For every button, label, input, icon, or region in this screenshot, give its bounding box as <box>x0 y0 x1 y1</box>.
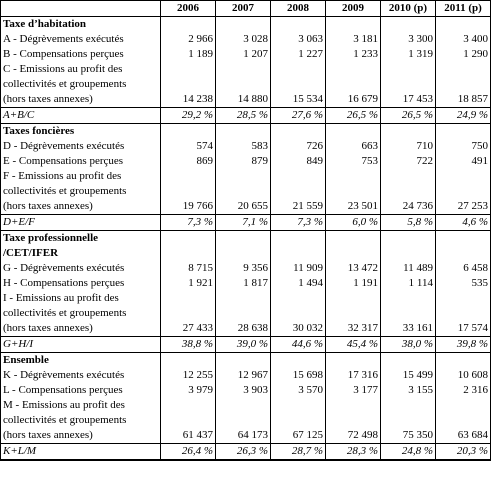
section-title-row <box>1 231 491 247</box>
row-label: collectivités et groupements <box>1 413 161 428</box>
row-label: M - Emissions au profit des <box>1 398 161 413</box>
table-row <box>1 154 491 169</box>
ratio-value: 38,0 % <box>381 337 436 353</box>
value-cell: 535 <box>436 276 491 291</box>
empty-cell <box>161 291 216 306</box>
value-cell: 3 903 <box>216 383 271 398</box>
empty-cell <box>326 231 381 247</box>
empty-cell <box>381 306 436 321</box>
empty-cell <box>436 306 491 321</box>
empty-cell <box>271 77 326 92</box>
table-row <box>1 276 491 291</box>
empty-cell <box>161 77 216 92</box>
ratio-value: 26,3 % <box>216 444 271 461</box>
table-row <box>1 47 491 62</box>
table-row <box>1 169 491 184</box>
table-row <box>1 291 491 306</box>
value-cell: 9 356 <box>216 261 271 276</box>
empty-cell <box>161 62 216 77</box>
ratio-value: 28,5 % <box>216 108 271 124</box>
empty-cell <box>436 62 491 77</box>
ratio-value: 26,4 % <box>161 444 216 461</box>
section-title-row <box>1 246 491 261</box>
value-cell: 1 494 <box>271 276 326 291</box>
empty-cell <box>216 124 271 140</box>
column-header: 2008 <box>271 1 326 17</box>
value-cell: 11 489 <box>381 261 436 276</box>
value-cell: 3 400 <box>436 32 491 47</box>
empty-cell <box>436 413 491 428</box>
row-label: K - Dégrèvements exécutés <box>1 368 161 383</box>
value-cell: 1 319 <box>381 47 436 62</box>
empty-cell <box>216 169 271 184</box>
value-cell: 20 655 <box>216 199 271 215</box>
empty-cell <box>326 77 381 92</box>
value-cell: 15 698 <box>271 368 326 383</box>
value-cell: 17 316 <box>326 368 381 383</box>
empty-cell <box>271 398 326 413</box>
column-header: 2009 <box>326 1 381 17</box>
row-label: H - Compensations perçues <box>1 276 161 291</box>
row-label: G - Dégrèvements exécutés <box>1 261 161 276</box>
empty-cell <box>436 398 491 413</box>
value-cell: 879 <box>216 154 271 169</box>
table-row <box>1 261 491 276</box>
empty-cell <box>381 17 436 33</box>
value-cell: 663 <box>326 139 381 154</box>
empty-cell <box>216 413 271 428</box>
empty-cell <box>326 184 381 199</box>
row-label: L - Compensations perçues <box>1 383 161 398</box>
empty-cell <box>326 306 381 321</box>
value-cell: 10 608 <box>436 368 491 383</box>
value-cell: 21 559 <box>271 199 326 215</box>
value-cell: 1 290 <box>436 47 491 62</box>
empty-cell <box>161 413 216 428</box>
value-cell: 3 155 <box>381 383 436 398</box>
empty-cell <box>216 291 271 306</box>
empty-cell <box>326 124 381 140</box>
column-header: 2006 <box>161 1 216 17</box>
value-cell: 1 817 <box>216 276 271 291</box>
value-cell: 67 125 <box>271 428 326 444</box>
value-cell: 722 <box>381 154 436 169</box>
value-cell: 19 766 <box>161 199 216 215</box>
table-row <box>1 368 491 383</box>
empty-cell <box>161 169 216 184</box>
table-row <box>1 398 491 413</box>
empty-cell <box>271 413 326 428</box>
table-row <box>1 62 491 77</box>
empty-cell <box>381 246 436 261</box>
value-cell: 16 679 <box>326 92 381 108</box>
empty-cell <box>161 124 216 140</box>
empty-cell <box>161 246 216 261</box>
empty-cell <box>161 17 216 33</box>
empty-cell <box>326 246 381 261</box>
value-cell: 61 437 <box>161 428 216 444</box>
ratio-value: 7,3 % <box>271 215 326 231</box>
ratio-label: A+B/C <box>1 108 161 124</box>
value-cell: 27 253 <box>436 199 491 215</box>
value-cell: 27 433 <box>161 321 216 337</box>
table-row <box>1 428 491 444</box>
header-row <box>1 1 491 17</box>
empty-cell <box>216 231 271 247</box>
empty-cell <box>271 231 326 247</box>
empty-cell <box>326 413 381 428</box>
empty-cell <box>326 62 381 77</box>
table-row <box>1 77 491 92</box>
empty-cell <box>436 291 491 306</box>
ratio-value: 26,5 % <box>381 108 436 124</box>
value-cell: 3 979 <box>161 383 216 398</box>
section-title-row <box>1 124 491 140</box>
value-cell: 23 501 <box>326 199 381 215</box>
ratio-label: K+L/M <box>1 444 161 461</box>
ratio-value: 7,1 % <box>216 215 271 231</box>
value-cell: 3 063 <box>271 32 326 47</box>
empty-cell <box>436 77 491 92</box>
value-cell: 1 114 <box>381 276 436 291</box>
table-row <box>1 306 491 321</box>
empty-cell <box>216 398 271 413</box>
column-header: 2011 (p) <box>436 1 491 17</box>
row-label: I - Emissions au profit des <box>1 291 161 306</box>
value-cell: 32 317 <box>326 321 381 337</box>
row-label: (hors taxes annexes) <box>1 92 161 108</box>
value-cell: 17 453 <box>381 92 436 108</box>
ratio-value: 20,3 % <box>436 444 491 461</box>
table-row <box>1 199 491 215</box>
value-cell: 72 498 <box>326 428 381 444</box>
section-title: Taxe professionnelle <box>1 231 161 247</box>
ratio-label: G+H/I <box>1 337 161 353</box>
empty-cell <box>161 353 216 369</box>
value-cell: 2 966 <box>161 32 216 47</box>
empty-cell <box>381 353 436 369</box>
value-cell: 24 736 <box>381 199 436 215</box>
value-cell: 17 574 <box>436 321 491 337</box>
column-header: 2010 (p) <box>381 1 436 17</box>
row-label: collectivités et groupements <box>1 77 161 92</box>
value-cell: 3 177 <box>326 383 381 398</box>
value-cell: 12 967 <box>216 368 271 383</box>
value-cell: 14 238 <box>161 92 216 108</box>
ratio-row <box>1 444 491 461</box>
row-label: (hors taxes annexes) <box>1 199 161 215</box>
value-cell: 64 173 <box>216 428 271 444</box>
row-label: E - Compensations perçues <box>1 154 161 169</box>
table-row <box>1 184 491 199</box>
empty-cell <box>436 231 491 247</box>
empty-cell <box>381 62 436 77</box>
empty-cell <box>326 353 381 369</box>
column-header: 2007 <box>216 1 271 17</box>
empty-cell <box>381 231 436 247</box>
value-cell: 1 191 <box>326 276 381 291</box>
value-cell: 3 181 <box>326 32 381 47</box>
value-cell: 750 <box>436 139 491 154</box>
row-label: D - Dégrèvements exécutés <box>1 139 161 154</box>
empty-cell <box>271 17 326 33</box>
ratio-value: 38,8 % <box>161 337 216 353</box>
section-title-row <box>1 353 491 369</box>
ratio-row <box>1 215 491 231</box>
value-cell: 1 227 <box>271 47 326 62</box>
value-cell: 726 <box>271 139 326 154</box>
empty-cell <box>271 246 326 261</box>
ratio-value: 24,8 % <box>381 444 436 461</box>
value-cell: 63 684 <box>436 428 491 444</box>
section-title: Taxe d’habitation <box>1 17 161 33</box>
value-cell: 12 255 <box>161 368 216 383</box>
value-cell: 15 499 <box>381 368 436 383</box>
value-cell: 1 233 <box>326 47 381 62</box>
ratio-value: 28,3 % <box>326 444 381 461</box>
empty-cell <box>216 353 271 369</box>
empty-cell <box>381 169 436 184</box>
value-cell: 18 857 <box>436 92 491 108</box>
ratio-value: 44,6 % <box>271 337 326 353</box>
ratio-value: 45,4 % <box>326 337 381 353</box>
empty-cell <box>271 124 326 140</box>
ratio-value: 5,8 % <box>381 215 436 231</box>
value-cell: 710 <box>381 139 436 154</box>
value-cell: 15 534 <box>271 92 326 108</box>
row-label: C - Emissions au profit des <box>1 62 161 77</box>
empty-cell <box>216 17 271 33</box>
value-cell: 583 <box>216 139 271 154</box>
empty-cell <box>216 306 271 321</box>
empty-cell <box>271 169 326 184</box>
value-cell: 1 189 <box>161 47 216 62</box>
empty-cell <box>326 17 381 33</box>
value-cell: 13 472 <box>326 261 381 276</box>
empty-cell <box>161 398 216 413</box>
ratio-value: 26,5 % <box>326 108 381 124</box>
section-title: Ensemble <box>1 353 161 369</box>
value-cell: 3 570 <box>271 383 326 398</box>
value-cell: 849 <box>271 154 326 169</box>
empty-cell <box>216 62 271 77</box>
table-row <box>1 321 491 337</box>
row-label: F - Emissions au profit des <box>1 169 161 184</box>
empty-cell <box>216 246 271 261</box>
value-cell: 75 350 <box>381 428 436 444</box>
empty-cell <box>381 291 436 306</box>
empty-cell <box>326 169 381 184</box>
empty-cell <box>326 291 381 306</box>
value-cell: 6 458 <box>436 261 491 276</box>
empty-cell <box>381 124 436 140</box>
row-label: B - Compensations perçues <box>1 47 161 62</box>
table-row <box>1 139 491 154</box>
section-title: Taxes foncières <box>1 124 161 140</box>
row-label: (hors taxes annexes) <box>1 321 161 337</box>
value-cell: 3 300 <box>381 32 436 47</box>
empty-cell <box>161 184 216 199</box>
ratio-value: 28,7 % <box>271 444 326 461</box>
table-row <box>1 413 491 428</box>
ratio-value: 29,2 % <box>161 108 216 124</box>
value-cell: 1 207 <box>216 47 271 62</box>
value-cell: 574 <box>161 139 216 154</box>
empty-cell <box>381 398 436 413</box>
empty-cell <box>436 17 491 33</box>
section-title: /CET/IFER <box>1 246 161 261</box>
empty-cell <box>436 124 491 140</box>
ratio-value: 24,9 % <box>436 108 491 124</box>
value-cell: 8 715 <box>161 261 216 276</box>
table-row <box>1 383 491 398</box>
empty-cell <box>271 353 326 369</box>
value-cell: 3 028 <box>216 32 271 47</box>
value-cell: 753 <box>326 154 381 169</box>
value-cell: 11 909 <box>271 261 326 276</box>
empty-cell <box>436 246 491 261</box>
empty-cell <box>381 77 436 92</box>
value-cell: 869 <box>161 154 216 169</box>
ratio-value: 4,6 % <box>436 215 491 231</box>
value-cell: 30 032 <box>271 321 326 337</box>
empty-cell <box>436 184 491 199</box>
value-cell: 2 316 <box>436 383 491 398</box>
section-title-row <box>1 17 491 33</box>
empty-cell <box>326 398 381 413</box>
ratio-row <box>1 337 491 353</box>
value-cell: 33 161 <box>381 321 436 337</box>
empty-cell <box>216 77 271 92</box>
empty-cell <box>381 184 436 199</box>
empty-cell <box>436 353 491 369</box>
row-label: (hors taxes annexes) <box>1 428 161 444</box>
row-label: A - Dégrèvements exécutés <box>1 32 161 47</box>
value-cell: 1 921 <box>161 276 216 291</box>
table-row <box>1 32 491 47</box>
empty-cell <box>271 62 326 77</box>
value-cell: 14 880 <box>216 92 271 108</box>
ratio-value: 39,8 % <box>436 337 491 353</box>
ratio-value: 7,3 % <box>161 215 216 231</box>
empty-cell <box>271 291 326 306</box>
empty-cell <box>271 306 326 321</box>
ratio-value: 6,0 % <box>326 215 381 231</box>
row-label: collectivités et groupements <box>1 306 161 321</box>
empty-cell <box>161 231 216 247</box>
empty-cell <box>161 306 216 321</box>
empty-cell <box>436 169 491 184</box>
ratio-value: 39,0 % <box>216 337 271 353</box>
empty-cell <box>381 413 436 428</box>
column-header <box>1 1 161 17</box>
ratio-row <box>1 108 491 124</box>
value-cell: 491 <box>436 154 491 169</box>
empty-cell <box>216 184 271 199</box>
value-cell: 28 638 <box>216 321 271 337</box>
ratio-label: D+E/F <box>1 215 161 231</box>
table-row <box>1 92 491 108</box>
empty-cell <box>271 184 326 199</box>
row-label: collectivités et groupements <box>1 184 161 199</box>
ratio-value: 27,6 % <box>271 108 326 124</box>
